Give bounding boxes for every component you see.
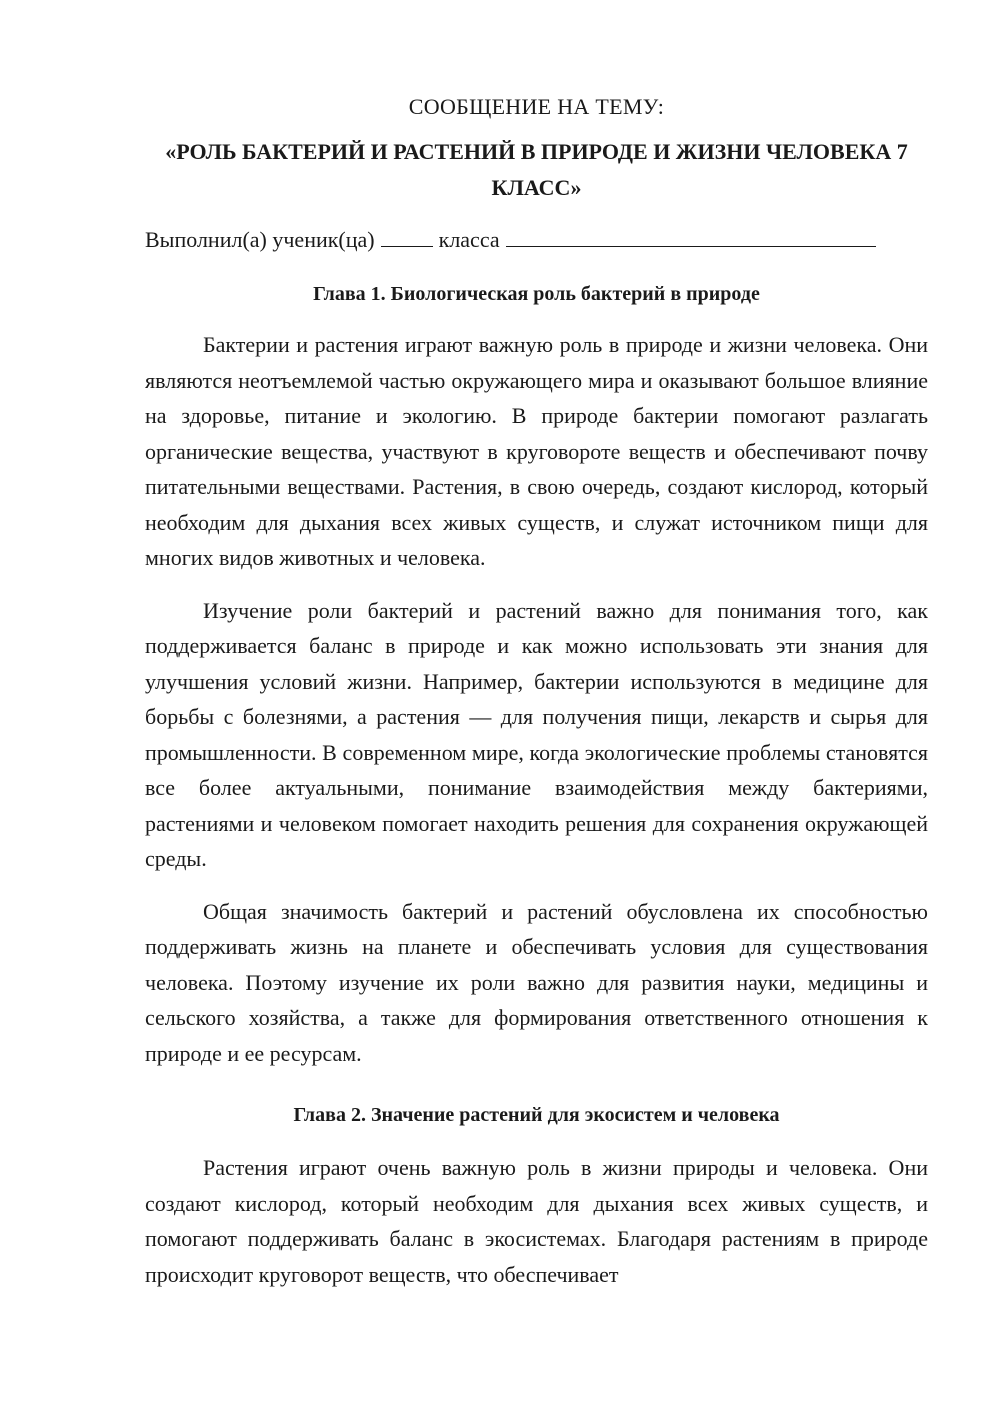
author-class-label: класса xyxy=(438,227,500,252)
author-prefix: Выполнил(а) ученик(ца) xyxy=(145,227,375,252)
document-title: «РОЛЬ БАКТЕРИЙ И РАСТЕНИЙ В ПРИРОДЕ И ЖИЗНИ ЧЕЛОВЕКА 7 КЛАСС» xyxy=(165,139,908,200)
chapter-1-heading: Глава 1. Биологическая роль бактерий в природе xyxy=(313,283,760,305)
chapter-2-heading: Глава 2. Значение растений для экосистем и человека xyxy=(293,1104,780,1126)
chapter-1-paragraph: Изучение роли бактерий и растений важно для понимания того, как поддерживается баланс в природе и как можно использовать эти знания для улучшения условий жизни. Например, бактерии используются в медицине для борьбы с болезнями, а растения — для получения пищи, лекарств и сырья для промышленности. В современном мире, когда экологические проблемы становятся все более актуальными, понимание взаимодействия между бактериями, растениями и человеком помогает находить решения для сохранения окружающей среды. xyxy=(145,597,928,871)
chapter-1-paragraph: Бактерии и растения играют важную роль в природе и жизни человека. Они являются неотъемлемой частью окружающего мира и оказывают большое влияние на здоровье, питание и экологию. В природе бактерии помогают разлагать органические вещества, участвуют в круговороте веществ и обеспечивают почву питательными веществами. Растения, в свою очередь, создают кислород, который необходим для дыхания всех живых существ, и служат источником пищи для многих видов животных и человека. xyxy=(145,332,928,570)
class-number-blank xyxy=(381,224,433,247)
chapter-1-paragraph: Общая значимость бактерий и растений обусловлена их способностью поддерживать жизнь на планете и обеспечивать условия для существования человека. Поэтому изучение их роли важно для развития науки, медицины и сельского хозяйства, а также для формирования ответственного отношения к природе и ее ресурсам. xyxy=(145,898,928,1066)
document-subtitle: СООБЩЕНИЕ НА ТЕМУ: xyxy=(408,94,665,119)
document-page xyxy=(145,90,928,1292)
author-line xyxy=(145,224,928,255)
chapter-2-paragraph: Растения играют очень важную роль в жизни природы и человека. Они создают кислород, который необходим для дыхания всех живых существ, и помогают поддерживать баланс в экосистемах. Благодаря растениям в природе происходит круговорот веществ, что обеспечивает xyxy=(145,1155,928,1287)
student-name-blank xyxy=(506,224,876,247)
